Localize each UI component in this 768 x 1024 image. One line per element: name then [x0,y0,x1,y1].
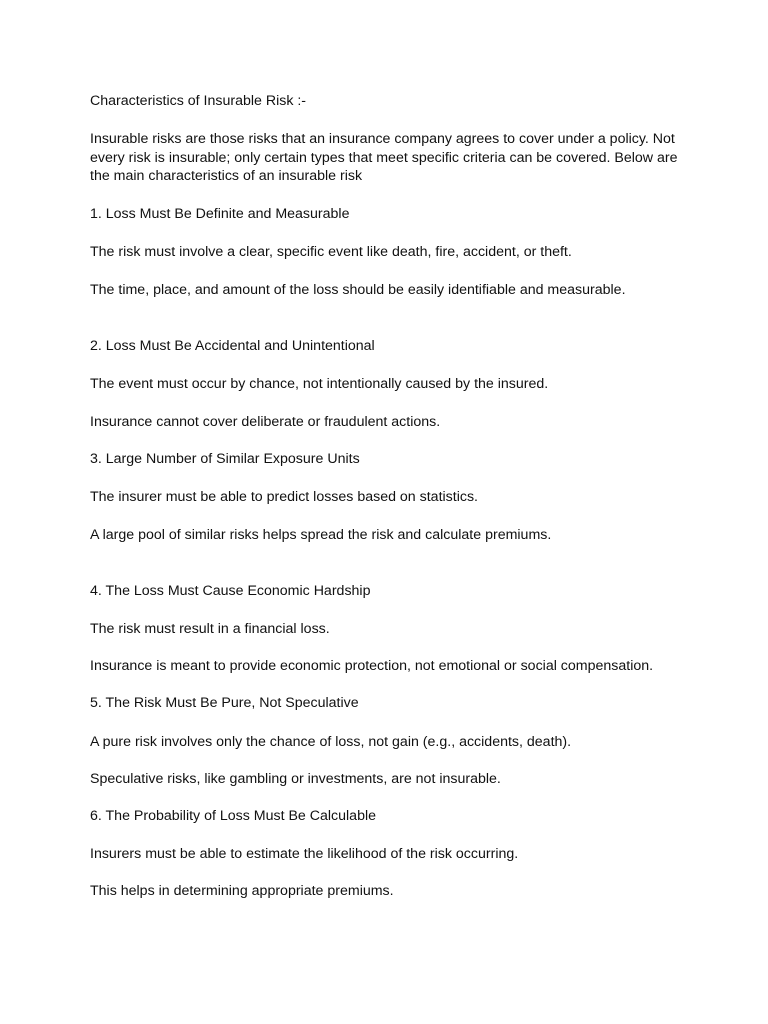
section-heading-5: 5. The Risk Must Be Pure, Not Speculative [90,695,359,711]
section-2-point-1: The event must occur by chance, not intentionally caused by the insured. [90,376,549,392]
section-heading-2: 2. Loss Must Be Accidental and Unintentional [90,338,375,354]
section-6-point-2: This helps in determining appropriate premiums. [90,883,394,899]
section-heading-3: 3. Large Number of Similar Exposure Units [90,451,360,467]
section-4-point-2: Insurance is meant to provide economic protection, not emotional or social compensation. [90,658,654,674]
section-heading-4: 4. The Loss Must Cause Economic Hardship [90,583,371,599]
section-2-point-2: Insurance cannot cover deliberate or fraudulent actions. [90,414,441,430]
intro-paragraph: Insurable risks are those risks that an insurance company agrees to cover under a policy. Not every risk is insurable; only certain types that meet specific criteria can be covered. Below are the main characteristics of an insurable risk [90,131,678,184]
section-heading-6: 6. The Probability of Loss Must Be Calculable [90,808,377,824]
section-3-point-1: The insurer must be able to predict losses based on statistics. [90,489,478,505]
section-4-point-1: The risk must result in a financial loss. [90,621,330,637]
document-title: Characteristics of Insurable Risk :- [90,93,307,109]
section-heading-1: 1. Loss Must Be Definite and Measurable [90,206,350,222]
section-1-point-1: The risk must involve a clear, specific event like death, fire, accident, or theft. [90,244,572,260]
section-3-point-2: A large pool of similar risks helps spread the risk and calculate premiums. [90,527,552,543]
section-1-point-2: The time, place, and amount of the loss should be easily identifiable and measurable. [90,282,626,298]
section-5-point-2: Speculative risks, like gambling or investments, are not insurable. [90,771,501,787]
section-5-point-1: A pure risk involves only the chance of loss, not gain (e.g., accidents, death). [90,734,572,750]
section-6-point-1: Insurers must be able to estimate the likelihood of the risk occurring. [90,846,519,862]
